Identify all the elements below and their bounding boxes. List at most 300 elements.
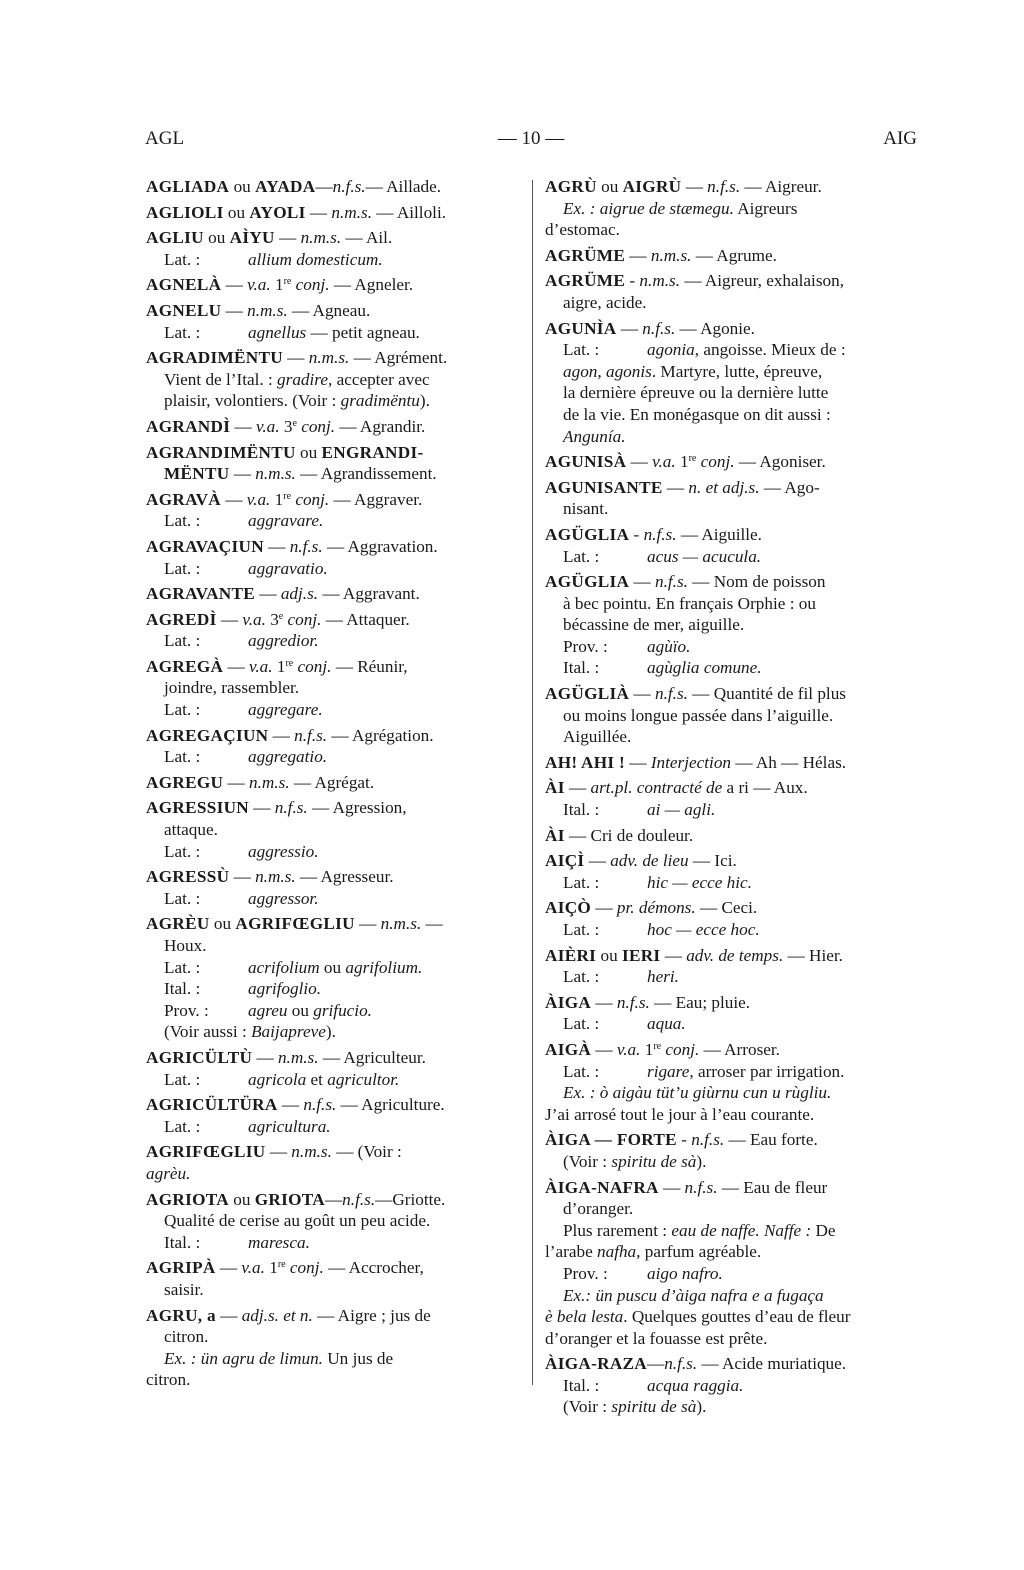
italic-text: v.a. [616, 1039, 641, 1059]
entry-headline [545, 477, 917, 499]
entry-line [146, 841, 518, 863]
text: Houx. [164, 936, 207, 955]
text: (Voir : [563, 1151, 612, 1171]
entry-headline [146, 866, 518, 888]
text: Un jus de [322, 1348, 394, 1368]
entry-headline [545, 176, 917, 198]
headword: AGNELU [146, 300, 222, 320]
running-head-right: AIG [883, 128, 917, 149]
italic-text: gradire [277, 369, 328, 389]
entry-headline [545, 245, 917, 267]
headword: AGRIFŒGLIU [235, 914, 355, 934]
headword: AGÜGLIA [545, 524, 630, 544]
text: ou [287, 1000, 314, 1020]
italic-text: maresca. [248, 1232, 310, 1252]
headword: GRIOTA [254, 1189, 325, 1209]
italic-text: conj. [295, 275, 330, 295]
italic-text: n.f.s. [643, 524, 677, 544]
italic-text: n.f.s. [642, 318, 676, 338]
text: a ri — Aux. [722, 778, 808, 798]
italic-text: aqua. [647, 1014, 686, 1034]
text: — [315, 177, 333, 196]
text: l’arabe [545, 1242, 597, 1262]
text: 1 [270, 275, 284, 295]
headword: AGRIFŒGLIU [146, 1142, 266, 1162]
text: — [564, 778, 591, 798]
entry-headline [545, 1039, 917, 1061]
etymology-label: Prov. : [563, 636, 608, 656]
entry-line [146, 677, 518, 699]
text: — [591, 992, 617, 1012]
italic-text: n.m.s. [308, 348, 350, 368]
text: — [274, 228, 301, 248]
text: (Voir : [563, 1397, 612, 1417]
etymology-label: Lat. : [164, 888, 201, 908]
entry-line [146, 1000, 518, 1022]
dictionary-entry [545, 451, 917, 473]
text: , [597, 361, 606, 381]
text: — [223, 656, 250, 676]
entry-headline [146, 274, 518, 296]
etymology-label: Lat. : [563, 546, 600, 566]
text: . Quelques gouttes d’eau de fleur [623, 1307, 851, 1327]
italic-text: n.m.s. [380, 914, 422, 934]
headword: AIÈRI [545, 945, 597, 965]
text: — [230, 416, 257, 436]
italic-text: Ex. : ün agru de limun. [164, 1348, 323, 1368]
entry-headline [146, 227, 518, 249]
dictionary-entry [545, 176, 917, 241]
italic-text: nafha [597, 1242, 637, 1262]
headword: ÀI [545, 825, 565, 845]
entry-line [146, 1348, 518, 1370]
headword: AGUNISANTE [545, 477, 663, 497]
dictionary-entry [545, 571, 917, 679]
text: 1 [640, 1039, 654, 1059]
text: — [626, 452, 653, 472]
entry-headline [545, 451, 917, 473]
text: ou [228, 1189, 255, 1209]
dictionary-entry [146, 866, 518, 909]
text: — Agrandissement. [295, 464, 437, 484]
entry-line [545, 1263, 917, 1285]
entry-headline [545, 524, 917, 546]
dictionary-entry [146, 202, 518, 224]
entry-headline [146, 536, 518, 558]
headword: AGLIADA [146, 177, 230, 196]
dictionary-entry [146, 1141, 518, 1184]
etymology-label: Lat. : [563, 1061, 600, 1081]
text: attaque. [164, 820, 218, 840]
ordinal-superscript: re [688, 453, 697, 465]
column-divider [532, 180, 533, 1385]
text: ). [419, 391, 430, 411]
headword: ÀIGA-RAZA [545, 1354, 648, 1374]
text: — [216, 609, 243, 629]
text: — [249, 798, 275, 818]
italic-text: conj. [301, 416, 336, 436]
entry-headline [545, 318, 917, 340]
text: — petit agneau. [306, 322, 420, 342]
dictionary-entry [545, 1129, 917, 1172]
dictionary-entry [146, 1189, 518, 1254]
dictionary-entry [146, 274, 518, 296]
dictionary-entry [146, 416, 518, 438]
etymology-label: Lat. : [563, 340, 600, 360]
text: — Quantité de fil plus [687, 684, 846, 704]
italic-text: agricultura. [248, 1116, 331, 1136]
italic-text: heri. [647, 967, 679, 987]
text: — Agonie. [675, 318, 755, 338]
dictionary-entry [146, 1047, 518, 1090]
entry-line [545, 1104, 917, 1126]
headword: MËNTU [164, 464, 230, 484]
italic-text: n.f.s. [294, 725, 328, 745]
dictionary-entry [545, 825, 917, 847]
entry-line [146, 390, 518, 412]
headword: AIÇÒ [545, 898, 592, 918]
italic-text: n.f.s. [664, 1354, 698, 1374]
entry-line [545, 219, 917, 241]
entry-line [146, 888, 518, 910]
text: , parfum agréable. [636, 1242, 762, 1262]
ordinal-superscript: re [653, 1040, 662, 1052]
etymology-label: Lat. : [164, 249, 201, 269]
text: — Nom de poisson [687, 572, 826, 592]
dictionary-entry [146, 227, 518, 270]
text: — Ah — Hélas. [731, 752, 847, 772]
dictionary-entry [545, 270, 917, 313]
italic-text: adj.s. [280, 584, 319, 604]
text: — [354, 914, 381, 934]
text: 1 [270, 489, 284, 509]
text: — [215, 1258, 242, 1278]
text: — Agrégat. [289, 772, 375, 792]
entry-headline [545, 992, 917, 1014]
italic-text: aggredior. [248, 631, 319, 651]
headword: AGÜGLIA [545, 572, 630, 592]
text: joindre, rassembler. [164, 678, 300, 698]
italic-text: n.m.s. [331, 202, 372, 222]
text: — Agrément. [349, 348, 448, 368]
text: — Attaquer. [321, 609, 410, 629]
text: , arroser par irrigation. [689, 1061, 845, 1081]
etymology-label: Lat. : [563, 1014, 600, 1034]
entry-line [545, 198, 917, 220]
entry-line [545, 1375, 917, 1397]
entry-line [545, 1396, 917, 1418]
etymology-label: Ital. : [563, 658, 600, 678]
headword: AYOLI [249, 202, 306, 222]
text: — Hier. [783, 945, 843, 965]
text: nisant. [563, 499, 609, 519]
text: ou moins longue passée dans l’aiguille. [563, 705, 834, 725]
etymology-label: Prov. : [164, 1000, 209, 1020]
text: — Agrandir. [335, 416, 426, 436]
headword: AGUNISÀ [545, 452, 627, 472]
etymology-label: Lat. : [563, 920, 600, 939]
italic-text: agnellus [248, 322, 307, 342]
entry-line [545, 498, 917, 520]
headword: AGRÙ [545, 177, 597, 196]
entry-line [545, 1082, 917, 1104]
entry-line [146, 1210, 518, 1232]
text: — [591, 1039, 617, 1059]
text: — [629, 572, 656, 592]
entry-headline [545, 1353, 917, 1375]
entry-headline [545, 571, 917, 593]
dictionary-entry [146, 656, 518, 721]
italic-text: n.f.s. [691, 1130, 725, 1150]
text: d’oranger. [563, 1199, 634, 1219]
text: — Aillade. [365, 177, 442, 196]
text: — Aggravation. [322, 536, 438, 556]
text: (Voir aussi : [164, 1022, 252, 1042]
dictionary-entry [146, 609, 518, 652]
text: — [421, 914, 443, 934]
italic-text: aggravare. [248, 511, 324, 531]
text: — Aigre ; jus de [312, 1305, 431, 1325]
dictionary-entry [545, 1177, 917, 1350]
page-number: — 10 — [497, 128, 565, 149]
italic-text: n.m.s. [255, 464, 296, 484]
italic-text: v.a. [256, 416, 280, 436]
entry-line [545, 426, 917, 448]
text: — [255, 584, 281, 604]
italic-text: n.m.s. [277, 1047, 319, 1067]
entry-line [146, 819, 518, 841]
text: 1 [272, 656, 286, 676]
entry-headline [545, 752, 917, 774]
text: —Griotte. [375, 1189, 446, 1209]
text: — Ailloli. [372, 202, 447, 222]
italic-text: aggregatio. [248, 747, 328, 767]
italic-text: pr. démons. [616, 898, 696, 918]
italic-text: adj.s. et n. [241, 1305, 313, 1325]
headword: AGREGÀ [146, 656, 224, 676]
text: ou [295, 442, 322, 462]
italic-text: n.m.s. [255, 867, 296, 887]
dictionary-entry [146, 489, 518, 532]
text: , accepter avec [327, 369, 430, 389]
page-header [145, 128, 917, 156]
headword: AGRESSÙ [146, 867, 230, 887]
entry-headline [545, 777, 917, 799]
etymology-label: Lat. : [164, 558, 201, 578]
entry-headline [146, 772, 518, 794]
etymology-label: Lat. : [563, 872, 600, 892]
text: Qualité de cerise au goût un peu acide. [164, 1211, 431, 1231]
etymology-label: Lat. : [164, 747, 201, 767]
entry-line [545, 382, 917, 404]
italic-text: agrèu. [146, 1163, 191, 1183]
italic-text: acus — acucula. [647, 546, 762, 566]
italic-text: v.a. [246, 489, 271, 509]
text: la dernière épreuve ou la dernière lutte [563, 383, 829, 403]
text: — Agrégation. [327, 725, 434, 745]
etymology-label: Lat. : [164, 1116, 201, 1136]
italic-text: conj. [700, 452, 735, 472]
italic-text: n.f.s. [289, 536, 323, 556]
headword: AIÇÌ [545, 851, 585, 871]
entry-line [545, 726, 917, 748]
text: — [625, 752, 651, 772]
italic-text: agonis [605, 361, 652, 381]
italic-text: n.f.s. [655, 572, 688, 592]
text: — Eau; pluie. [649, 992, 751, 1012]
headword: AGREDÌ [146, 609, 217, 629]
text: ). [325, 1022, 336, 1042]
etymology-label: Lat. : [164, 700, 201, 720]
italic-text: aggregare. [248, 700, 323, 720]
text: ). [696, 1151, 707, 1171]
entry-line [545, 1198, 917, 1220]
text: — [221, 300, 248, 320]
text: — Ceci. [695, 898, 758, 918]
text: — Ici. [688, 851, 737, 871]
entry-headline [146, 176, 518, 198]
entry-line [146, 249, 518, 271]
entry-headline [146, 656, 518, 678]
italic-text: agrifoglio. [248, 979, 322, 999]
headword: AGRANDÌ [146, 416, 231, 436]
italic-text: n.f.s. [342, 1189, 376, 1209]
text: d’estomac. [545, 220, 620, 240]
entry-headline [146, 416, 518, 438]
text: — Agoniser. [734, 452, 826, 472]
italic-text: n.f.s. [303, 1095, 337, 1115]
italic-text: agricultor. [327, 1069, 400, 1089]
text: — Aiguille. [676, 524, 762, 544]
text: — Aigreur. [740, 177, 822, 196]
dictionary-entry [146, 1257, 518, 1300]
text: — Ail. [341, 228, 393, 248]
dictionary-entry [146, 725, 518, 768]
entry-line [545, 546, 917, 568]
italic-text: conj. [297, 656, 332, 676]
entry-headline [146, 1047, 518, 1069]
text: — Agriculture. [336, 1095, 445, 1115]
text: d’oranger et la fouasse est prête. [545, 1328, 768, 1348]
text: 3 [265, 609, 279, 629]
entry-headline [146, 1094, 518, 1116]
headword: AGRADIMËNTU [146, 348, 283, 368]
ordinal-superscript: e [278, 610, 284, 622]
entry-headline [146, 1189, 518, 1211]
text: De [811, 1220, 836, 1240]
left-column [146, 176, 518, 1395]
text: — [265, 1142, 292, 1162]
italic-text: n.f.s. [684, 1177, 718, 1197]
etymology-label: Ital. : [164, 1232, 201, 1252]
dictionary-entry [545, 245, 917, 267]
right-column [545, 176, 917, 1422]
headword: AGRANDIMËNTU [146, 442, 296, 462]
text: — [229, 867, 256, 887]
entry-headline [146, 489, 518, 511]
text: - [625, 271, 640, 291]
etymology-label: Lat. : [164, 631, 201, 651]
headword: AGLIU [146, 228, 204, 248]
entry-line [545, 872, 917, 894]
dictionary-entry [545, 683, 917, 748]
text: — [305, 202, 332, 222]
dictionary-entry [146, 176, 518, 198]
running-head-left: AGL [145, 128, 185, 149]
etymology-label: Ital. : [563, 800, 600, 820]
italic-text: aggressio. [248, 841, 319, 861]
italic-text: n.m.s. [300, 228, 342, 248]
italic-text: agrifolium. [345, 957, 423, 977]
text: — [277, 1095, 304, 1115]
entry-headline [146, 913, 518, 935]
text: — [324, 1189, 343, 1209]
text: — Agneler. [329, 275, 414, 295]
text: - [676, 1130, 692, 1150]
entry-line [146, 322, 518, 344]
italic-text: n. et adj.s. [688, 477, 760, 497]
ordinal-superscript: re [283, 490, 292, 502]
entry-headline [545, 850, 917, 872]
text: — Agriculteur. [318, 1047, 426, 1067]
text: — [215, 1305, 242, 1325]
ordinal-superscript: re [285, 657, 294, 669]
headword: ÀI [545, 778, 565, 798]
headword: AGREGU [146, 772, 224, 792]
etymology-label: Lat. : [164, 322, 201, 342]
entry-line [545, 404, 917, 426]
italic-text: v.a. [652, 452, 676, 472]
entry-line [146, 1232, 518, 1254]
headword: ENGRANDI- [321, 442, 424, 462]
text: — [584, 851, 611, 871]
entry-line [545, 636, 917, 658]
entry-line [545, 339, 917, 361]
italic-text: Ex. : ò aigàu tüt’u giùrnu cun u rùgliu. [563, 1083, 832, 1103]
entry-headline [146, 609, 518, 631]
etymology-label: Lat. : [164, 511, 201, 531]
italic-text: spiritu de sà [611, 1397, 697, 1417]
dictionary-entry [545, 477, 917, 520]
entry-line [545, 1306, 917, 1328]
text: Plus rarement : [563, 1220, 672, 1240]
text: — Eau de fleur [717, 1177, 828, 1197]
italic-text: n.f.s. [274, 798, 308, 818]
text: — [223, 772, 250, 792]
entry-line [545, 1013, 917, 1035]
entry-line [545, 361, 917, 383]
text: — [616, 318, 643, 338]
headword: AGRU, a [146, 1305, 216, 1325]
italic-text: gradimëntu [340, 391, 420, 411]
entry-line [545, 919, 917, 941]
entry-headline [545, 683, 917, 705]
italic-text: spiritu de sà [611, 1151, 697, 1171]
text: — Aggravant. [318, 584, 420, 604]
headword: IERI [621, 945, 661, 965]
italic-text: hic — ecce hic. [647, 872, 752, 892]
text: citron. [164, 1327, 209, 1347]
dictionary-entry [146, 913, 518, 1043]
etymology-label: Prov. : [563, 1263, 608, 1283]
headword: AGUNÌA [545, 318, 617, 338]
dictionary-entry [545, 752, 917, 774]
entry-line [545, 1151, 917, 1173]
entry-line [545, 1328, 917, 1350]
italic-text: aggravatio. [248, 558, 328, 578]
text: et [306, 1069, 328, 1089]
italic-text: Ex. : aigrue de stæmegu. [563, 198, 734, 218]
